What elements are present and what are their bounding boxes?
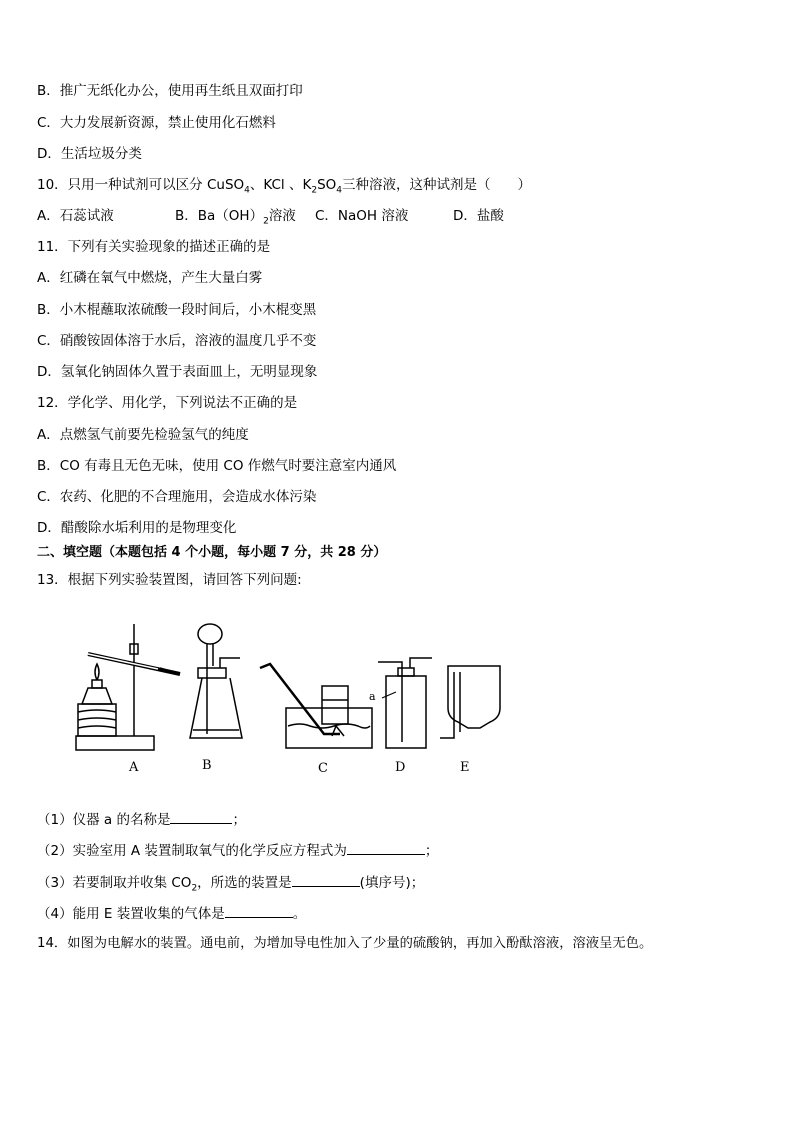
q11-stem: 11．下列有关实验现象的描述正确的是 [37, 239, 271, 255]
q11-option-a: A．红磷在氧气中燃烧，产生大量白雾 [37, 270, 263, 286]
apparatus-a [76, 624, 180, 750]
answer-blank-1[interactable] [170, 810, 232, 824]
q12-option-c: C．农药、化肥的不合理施用，会造成水体污染 [37, 489, 317, 505]
q13-sub2: （2）实验室用 A 装置制取氧气的化学反应方程式为 ； [37, 843, 439, 859]
apparatus-d [378, 658, 432, 748]
q12-option-b: B．CO 有毒且无色无味，使用 CO 作燃气时要注意室内通风 [37, 458, 397, 474]
q12-option-d: D．醋酸除水垢利用的是物理变化 [37, 520, 237, 536]
answer-blank-3[interactable] [292, 873, 360, 887]
q10-option-d: D．盐酸 [453, 208, 504, 224]
answer-blank-4[interactable] [225, 904, 293, 918]
q13-sub1: （1）仪器 a 的名称是 ； [37, 812, 246, 828]
q10-option-c: C．NaOH 溶液 [315, 208, 409, 224]
apparatus-drawing [60, 612, 510, 782]
q9-option-d: D．生活垃圾分类 [37, 146, 142, 162]
q9-option-b: B．推广无纸化办公，使用再生纸且双面打印 [37, 83, 303, 99]
section-2-title: 二、填空题（本题包括 4 个小题，每小题 7 分，共 28 分） [37, 545, 387, 560]
q10-option-b: B．$Ba(OH)_2$溶液 [175, 208, 296, 227]
q9-option-c: C．大力发展新资源，禁止使用化石燃料 [37, 115, 276, 131]
label-b: B [202, 758, 212, 773]
label-e: E [460, 760, 470, 775]
q14-stem: 14．如图为电解水的装置。通电前，为增加导电性加入了少量的硫酸钠，再加入酚酞溶液，溶液呈无色。 [37, 936, 653, 951]
label-a-mark: a [369, 690, 376, 703]
q11-option-c: C．硝酸铵固体溶于水后，溶液的温度几乎不变 [37, 333, 317, 349]
label-c: C [318, 761, 328, 776]
q10-options [37, 207, 504, 231]
apparatus-b [190, 624, 242, 738]
label-a: A [129, 760, 139, 775]
q11-option-b: B．小木棍蘸取浓硫酸一段时间后，小木棍变黑 [37, 302, 317, 318]
apparatus-c [260, 664, 372, 748]
q11-option-d: D．氢氧化钠固体久置于表面皿上，无明显现象 [37, 364, 318, 380]
q10-option-a: A．石蕊试液 [37, 208, 114, 224]
q13-stem: 13．根据下列实验装置图，请回答下列问题: [37, 572, 302, 588]
apparatus-e [440, 666, 500, 738]
label-d: D [395, 760, 406, 775]
q12-option-a: A．点燃氢气前要先检验氢气的纯度 [37, 427, 249, 443]
lab-apparatus-figure [60, 612, 510, 782]
q10-stem: 10．只用一种试剂可以区分 CuSO$_4$、KCl 、$K_2SO_4$三种溶液，这种试剂是（ ） [37, 177, 531, 196]
q12-stem: 12．学化学、用化学，下列说法不正确的是 [37, 395, 298, 411]
q13-sub3: （3）若要制取并收集 $CO_2$，所选的装置是 (填序号)； [37, 875, 425, 894]
q13-sub4: （4）能用 E 装置收集的气体是 。 [37, 906, 307, 922]
answer-blank-2[interactable] [347, 841, 425, 855]
